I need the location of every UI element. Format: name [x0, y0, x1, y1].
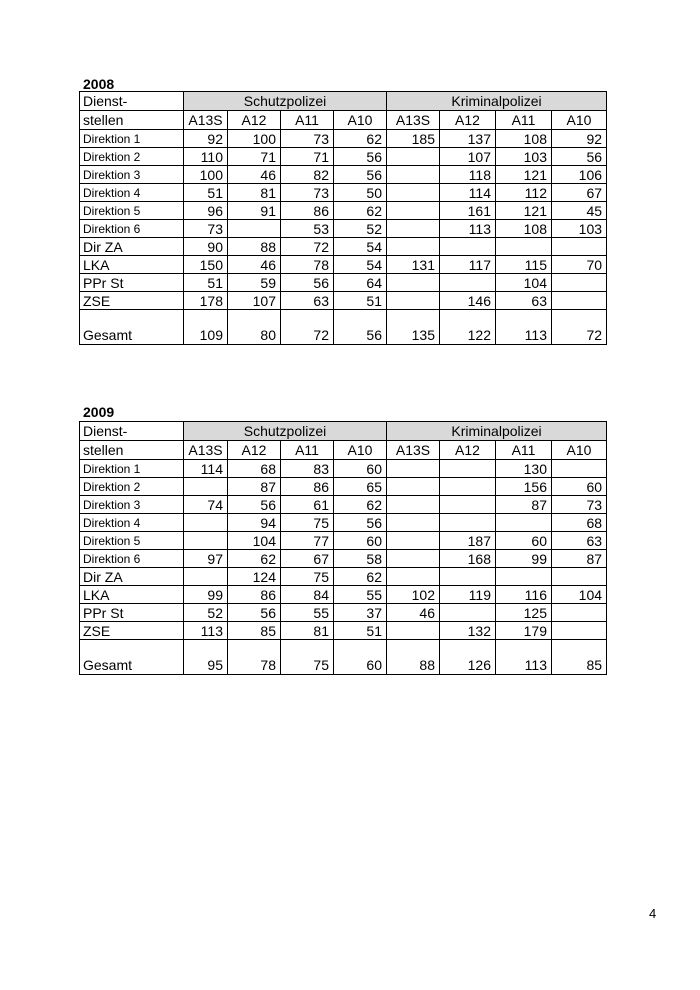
table-cell: [440, 460, 496, 478]
table-cell: 73: [281, 130, 334, 148]
row-label: Direktion 1: [80, 460, 184, 478]
table-cell: 113: [440, 220, 496, 238]
table-cell: 90: [184, 238, 228, 256]
table-cell: 45: [552, 202, 607, 220]
table-row: [80, 292, 607, 310]
table-cell: 75: [281, 514, 334, 532]
table-cell: 121: [496, 166, 552, 184]
table-cell: 81: [228, 184, 281, 202]
table-cell: 52: [334, 220, 387, 238]
table-cell: [387, 532, 440, 550]
table-cell: [387, 478, 440, 496]
table-row: [80, 184, 607, 202]
row-label: Direktion 5: [80, 532, 184, 550]
table-cell: 65: [334, 478, 387, 496]
table-cell: 85: [552, 640, 607, 675]
table-cell: 73: [281, 184, 334, 202]
header-dienststellen-line2: stellen: [80, 111, 184, 130]
table-cell: 56: [228, 604, 281, 622]
table-row: [80, 220, 607, 238]
table-cell: [552, 622, 607, 640]
table-cell: 68: [552, 514, 607, 532]
table-cell: [387, 238, 440, 256]
row-label: LKA: [80, 586, 184, 604]
header-dienststellen-line1: Dienst-: [80, 92, 184, 111]
table-cell: 67: [281, 550, 334, 568]
table-cell: 78: [281, 256, 334, 274]
table-cell: 161: [440, 202, 496, 220]
table-cell: 80: [228, 310, 281, 345]
table-row: [80, 604, 607, 622]
table-row: [80, 496, 607, 514]
table-cell: 82: [281, 166, 334, 184]
table-cell: 92: [552, 130, 607, 148]
table-cell: 104: [228, 532, 281, 550]
header-dienststellen-line1: Dienst-: [80, 422, 184, 441]
table-cell: 84: [281, 586, 334, 604]
table-cell: 71: [228, 148, 281, 166]
table-cell: 108: [496, 130, 552, 148]
table-row: [80, 148, 607, 166]
table-cell: 110: [184, 148, 228, 166]
table-cell: [184, 478, 228, 496]
row-label: Direktion 1: [80, 130, 184, 148]
table-cell: 99: [496, 550, 552, 568]
table-cell: 87: [228, 478, 281, 496]
table-cell: 63: [281, 292, 334, 310]
table-row: [80, 550, 607, 568]
table-cell: 72: [281, 238, 334, 256]
table-cell: 77: [281, 532, 334, 550]
table-cell: 72: [552, 310, 607, 345]
table-cell: 103: [496, 148, 552, 166]
table-cell: 64: [334, 274, 387, 292]
table-cell: 62: [334, 202, 387, 220]
row-label: Dir ZA: [80, 568, 184, 586]
table-cell: 86: [281, 202, 334, 220]
table-cell: 61: [281, 496, 334, 514]
table-cell: 83: [281, 460, 334, 478]
table-2009: [79, 421, 607, 675]
column-header: A11: [496, 441, 552, 460]
table-cell: [387, 166, 440, 184]
table-cell: 117: [440, 256, 496, 274]
table-cell: [184, 532, 228, 550]
table-cell: 114: [440, 184, 496, 202]
table-cell: 78: [228, 640, 281, 675]
table-cell: 51: [334, 622, 387, 640]
column-header: A10: [334, 441, 387, 460]
table-cell: 146: [440, 292, 496, 310]
column-header: A12: [440, 111, 496, 130]
table-cell: 56: [334, 148, 387, 166]
column-header: A11: [496, 111, 552, 130]
page-number: 4: [649, 906, 657, 921]
table-cell: 179: [496, 622, 552, 640]
table-cell: 118: [440, 166, 496, 184]
table-cell: 50: [334, 184, 387, 202]
table-row: [80, 532, 607, 550]
row-label: Gesamt: [80, 640, 184, 675]
table-cell: 46: [228, 256, 281, 274]
row-label: Gesamt: [80, 310, 184, 345]
table-cell: 115: [496, 256, 552, 274]
table-cell: 187: [440, 532, 496, 550]
total-row: [80, 310, 607, 345]
table-row: [80, 256, 607, 274]
table-cell: 103: [552, 220, 607, 238]
table-cell: 119: [440, 586, 496, 604]
row-label: Direktion 6: [80, 220, 184, 238]
column-header: A13S: [387, 441, 440, 460]
table-cell: 100: [228, 130, 281, 148]
row-label: Direktion 6: [80, 550, 184, 568]
table-cell: [387, 220, 440, 238]
table-cell: [387, 622, 440, 640]
table-cell: [552, 292, 607, 310]
header-schutzpolizei: Schutzpolizei: [184, 422, 387, 441]
table-cell: 109: [184, 310, 228, 345]
table-cell: 92: [184, 130, 228, 148]
column-header: A13S: [184, 111, 228, 130]
table-cell: 56: [281, 274, 334, 292]
table-cell: 56: [552, 148, 607, 166]
table-cell: 168: [440, 550, 496, 568]
table-cell: 104: [496, 274, 552, 292]
table-cell: 112: [496, 184, 552, 202]
row-label: Direktion 3: [80, 166, 184, 184]
header-dienststellen-line2: stellen: [80, 441, 184, 460]
table-cell: 60: [334, 640, 387, 675]
row-label: ZSE: [80, 622, 184, 640]
table-cell: 56: [334, 166, 387, 184]
row-label: LKA: [80, 256, 184, 274]
row-label: Direktion 2: [80, 478, 184, 496]
table-cell: [496, 238, 552, 256]
table-row: [80, 166, 607, 184]
table-cell: 52: [184, 604, 228, 622]
table-cell: 131: [387, 256, 440, 274]
table-cell: 59: [228, 274, 281, 292]
table-row: [80, 274, 607, 292]
table-cell: 114: [184, 460, 228, 478]
table-cell: 73: [184, 220, 228, 238]
column-header: A10: [552, 111, 607, 130]
column-header: A12: [228, 441, 281, 460]
table-cell: [440, 478, 496, 496]
row-label: Dir ZA: [80, 238, 184, 256]
year-heading-2008: 2008: [83, 76, 115, 92]
table-cell: [440, 496, 496, 514]
table-row: [80, 586, 607, 604]
table-cell: 95: [184, 640, 228, 675]
row-label: Direktion 2: [80, 148, 184, 166]
table-row: [80, 514, 607, 532]
table-cell: 60: [552, 478, 607, 496]
table-cell: 54: [334, 256, 387, 274]
column-header: A10: [334, 111, 387, 130]
column-header: A11: [281, 441, 334, 460]
table-cell: 88: [228, 238, 281, 256]
table-cell: 53: [281, 220, 334, 238]
row-label: PPr St: [80, 604, 184, 622]
row-label: Direktion 5: [80, 202, 184, 220]
header-kriminalpolizei: Kriminalpolizei: [387, 422, 607, 441]
table-row: [80, 238, 607, 256]
table-cell: [184, 568, 228, 586]
table-row: [80, 460, 607, 478]
row-label: Direktion 4: [80, 514, 184, 532]
table-cell: 107: [228, 292, 281, 310]
table-cell: [387, 514, 440, 532]
table-cell: 97: [184, 550, 228, 568]
table-cell: 37: [334, 604, 387, 622]
row-label: ZSE: [80, 292, 184, 310]
table-row: [80, 130, 607, 148]
table-cell: 94: [228, 514, 281, 532]
table-2008: [79, 91, 607, 345]
table-cell: 51: [334, 292, 387, 310]
table-cell: 62: [334, 130, 387, 148]
table-cell: 137: [440, 130, 496, 148]
table-cell: 81: [281, 622, 334, 640]
table-cell: 113: [496, 640, 552, 675]
header-schutzpolizei: Schutzpolizei: [184, 92, 387, 111]
table-cell: [387, 202, 440, 220]
table-cell: 73: [552, 496, 607, 514]
table-cell: 46: [228, 166, 281, 184]
table-cell: [496, 568, 552, 586]
table-cell: 96: [184, 202, 228, 220]
table-cell: 124: [228, 568, 281, 586]
table-cell: [440, 604, 496, 622]
table-cell: [184, 514, 228, 532]
table-cell: 68: [228, 460, 281, 478]
table-cell: 75: [281, 640, 334, 675]
table-cell: 86: [281, 478, 334, 496]
table-cell: [387, 568, 440, 586]
table-cell: [387, 184, 440, 202]
table-cell: 156: [496, 478, 552, 496]
table-cell: [552, 604, 607, 622]
table-cell: 130: [496, 460, 552, 478]
table-row: [80, 622, 607, 640]
table-cell: [552, 568, 607, 586]
table-cell: 56: [228, 496, 281, 514]
table-cell: 185: [387, 130, 440, 148]
table-cell: 91: [228, 202, 281, 220]
total-row: [80, 640, 607, 675]
table-cell: [387, 460, 440, 478]
table-row: [80, 568, 607, 586]
table-cell: 86: [228, 586, 281, 604]
table-cell: [387, 550, 440, 568]
table-cell: [387, 274, 440, 292]
table-cell: [387, 292, 440, 310]
column-header: A10: [552, 441, 607, 460]
table-cell: [496, 514, 552, 532]
header-kriminalpolizei: Kriminalpolizei: [387, 92, 607, 111]
table-cell: 104: [552, 586, 607, 604]
table-cell: [552, 238, 607, 256]
table-cell: 150: [184, 256, 228, 274]
table-cell: 70: [552, 256, 607, 274]
table-cell: 135: [387, 310, 440, 345]
table-cell: 107: [440, 148, 496, 166]
column-header: A13S: [184, 441, 228, 460]
table-cell: [440, 568, 496, 586]
table-cell: [387, 496, 440, 514]
table-cell: 56: [334, 310, 387, 345]
table-cell: 116: [496, 586, 552, 604]
table-cell: 62: [228, 550, 281, 568]
table-row: [80, 478, 607, 496]
row-label: Direktion 4: [80, 184, 184, 202]
table-cell: 87: [552, 550, 607, 568]
table-cell: 63: [552, 532, 607, 550]
table-cell: 85: [228, 622, 281, 640]
table-cell: 55: [334, 586, 387, 604]
table-cell: 51: [184, 274, 228, 292]
table-cell: 58: [334, 550, 387, 568]
column-header: A12: [228, 111, 281, 130]
table-cell: 87: [496, 496, 552, 514]
table-cell: 60: [334, 532, 387, 550]
table-cell: [387, 148, 440, 166]
table-cell: 102: [387, 586, 440, 604]
table-cell: [552, 460, 607, 478]
table-cell: 108: [496, 220, 552, 238]
table-cell: 126: [440, 640, 496, 675]
table-cell: 72: [281, 310, 334, 345]
table-cell: 132: [440, 622, 496, 640]
table-cell: 106: [552, 166, 607, 184]
table-cell: 63: [496, 292, 552, 310]
table-cell: 113: [184, 622, 228, 640]
table-cell: 125: [496, 604, 552, 622]
table-cell: 178: [184, 292, 228, 310]
table-cell: 62: [334, 496, 387, 514]
table-cell: 100: [184, 166, 228, 184]
year-heading-2009: 2009: [83, 404, 115, 420]
column-header: A11: [281, 111, 334, 130]
table-cell: [440, 274, 496, 292]
table-cell: 75: [281, 568, 334, 586]
table-cell: 56: [334, 514, 387, 532]
table-cell: 62: [334, 568, 387, 586]
row-label: Direktion 3: [80, 496, 184, 514]
table-cell: [228, 220, 281, 238]
table-cell: 121: [496, 202, 552, 220]
table-cell: 67: [552, 184, 607, 202]
table-cell: [440, 514, 496, 532]
table-cell: 60: [496, 532, 552, 550]
table-cell: 122: [440, 310, 496, 345]
table-cell: 46: [387, 604, 440, 622]
column-header: A13S: [387, 111, 440, 130]
table-cell: 113: [496, 310, 552, 345]
table-cell: [440, 238, 496, 256]
table-cell: 99: [184, 586, 228, 604]
table-cell: 88: [387, 640, 440, 675]
row-label: PPr St: [80, 274, 184, 292]
table-cell: 51: [184, 184, 228, 202]
table-row: [80, 202, 607, 220]
table-cell: [552, 274, 607, 292]
table-cell: 54: [334, 238, 387, 256]
table-cell: 55: [281, 604, 334, 622]
table-cell: 60: [334, 460, 387, 478]
column-header: A12: [440, 441, 496, 460]
table-cell: 71: [281, 148, 334, 166]
table-cell: 74: [184, 496, 228, 514]
